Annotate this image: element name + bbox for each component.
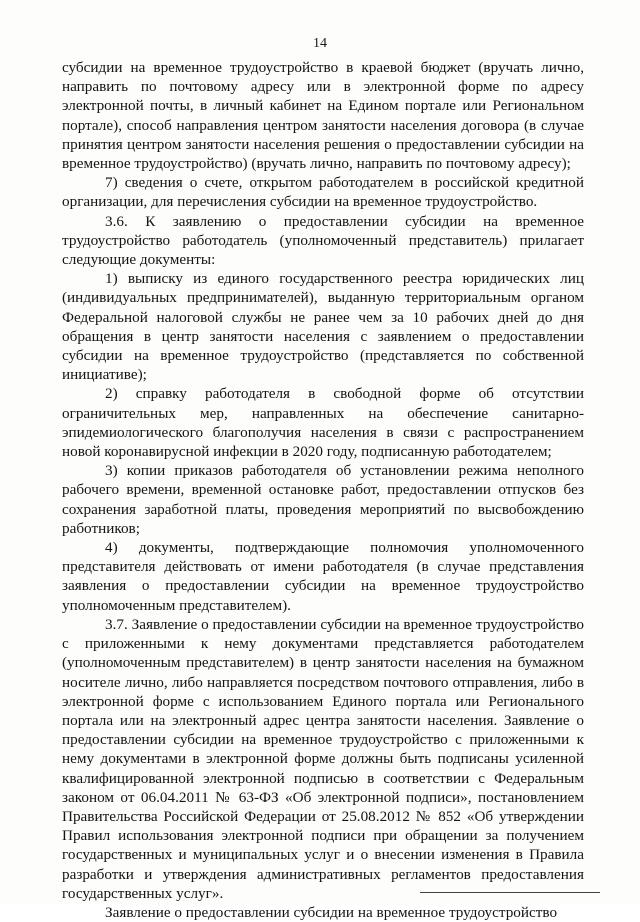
paragraph: 1) выписку из единого государственного реестра юридических лиц (индивидуальных предпринимателей), выданную территориальным органом Федеральной налоговой службы не ранее чем за 10 рабочих дней до дня обращения в центр занятости населения с заявлением о предоставлении субсидии на временное трудоустройство (представляется по собственной инициативе); [62,270,584,384]
paragraph: 2) справку работодателя в свободной форме об отсутствии ограничительных мер, направленных на обеспечение санитарно-эпидемиологического благополучия населения в связи с распространением новой коронавирусной инфекции в 2020 году, подписанную работодателем; [62,385,584,461]
paragraph-continued: Заявление о предоставлении субсидии на временное трудоустройство [105,903,558,921]
paragraph: субсидии на временное трудоустройство в краевой бюджет (вручать лично, направить по почтовому адресу или в электронной форме по адресу электронной почты, в личный кабинет на Едином портале или Региональном портале), способ направления центром занятости населения договора (в случае принятия центром занятости населения решения о предоставлении субсидии на временное трудоустройство) (вручать лично, направить по почтовому адресу); [62,59,584,173]
page-number: 14 [313,36,327,51]
paragraph: 3.6. К заявлению о предоставлении субсидии на временное трудоустройство работодатель (уполномоченный представитель) прилагает следующие документы: [62,212,584,269]
footer-rule [420,892,600,893]
paragraph: 4) документы, подтверждающие полномочия уполномоченного представителя действовать от имени работодателя (в случае представления заявления о предоставлении субсидии на временное трудоустройство уполномоченным представителем). [62,539,584,614]
document-body [62,58,584,922]
paragraph: 3) копии приказов работодателя об установлении режима неполного рабочего времени, временной остановке работ, предоставлении отпусков без сохранения заработной платы, проведения мероприятий по высвобождению работников; [62,462,584,537]
paragraph: 7) сведения о счете, открытом работодателем в российской кредитной организации, для перечисления субсидии на временное трудоустройство. [62,174,584,211]
paragraph: 3.7. Заявление о предоставлении субсидии на временное трудоустройство с приложенными к нему документами представляется работодателем (уполномоченным представителем) в центр занятости населения на бумажном носителе лично, либо направляется посредством почтового отправления, либо в электронной форме с использованием Единого портала или Регионального портала или на электронный адрес центра занятости населения. Заявление о предоставлении субсидии на временное трудоустройство с приложенными к нему документами в электронной форме должны быть подписаны усиленной квалифицированной электронной подписью в соответствии с Федеральным законом от 06.04.2011 № 63-ФЗ «Об электронной подписи», постановлением Правительства Российской Федерации от 25.08.2012 № 852 «Об утверждении Правил использования электронной подписи при обращении за получением государственных и муниципальных услуг и о внесении изменения в Правила разработки и утверждения административных регламентов предоставления государственных услуг». [62,615,584,902]
